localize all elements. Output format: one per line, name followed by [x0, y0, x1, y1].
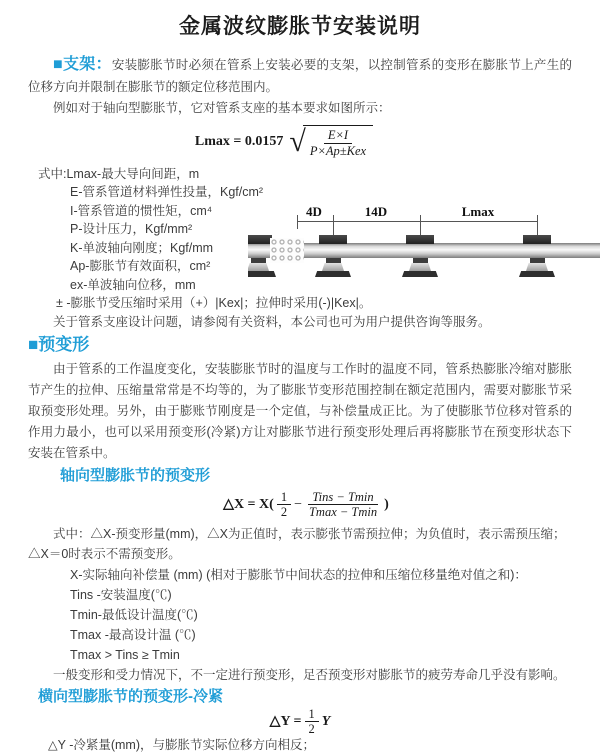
one-half-fraction [277, 490, 291, 520]
support-clamp [406, 235, 434, 244]
support-clamp [523, 235, 551, 244]
support-pedestal [409, 263, 431, 271]
axial-formula-post: ) [384, 496, 389, 512]
lmax-fraction [306, 128, 370, 158]
dimension-label-lmax: Lmax [461, 205, 495, 219]
definition-line: Tmax -最高设计温 (℃) [70, 627, 196, 642]
dimension-label-4d: 4D [306, 205, 322, 219]
definition-line: Ap-膨胀节有效面积，cm² [70, 259, 211, 273]
support-base [248, 271, 276, 277]
support-clamp [319, 235, 347, 244]
page-title: 金属波纹膨胀节安装说明 [179, 15, 421, 38]
one-half-fraction [305, 707, 319, 737]
minus-operator: − [294, 496, 302, 512]
square-root-body [303, 125, 373, 158]
pipe-support [515, 235, 559, 289]
support-base [402, 271, 438, 277]
document-page [0, 12, 600, 752]
bellows-expansion-joint [270, 238, 304, 263]
support-neck [530, 258, 545, 263]
half-numerator: 1 [277, 490, 291, 505]
support-base [519, 271, 555, 277]
definition-line: Tmin-最低设计温度(℃) [70, 607, 198, 622]
square-root [289, 125, 373, 158]
support-clamp [248, 235, 272, 244]
lateral-predeform-formula [28, 706, 572, 736]
lateral-subsection-heading: 横向型膨胀节的预变形-冷紧 [38, 687, 223, 705]
half-denominator: 2 [308, 722, 315, 736]
predeform-body-paragraph: 由于管系的工作温度变化，安装膨胀节时的温度与工作时的温度不同，管系热膨胀冷缩对膨胀节产生的拉伸、压缩量常常是不均等的，为了膨胀节变形范围控制在额定范围内，需要对膨胀节采取预变形处理。另外，由于膨账节刚度是一个定值，与补偿量成正比。为了使膨胀节位移对管系的作用力最小，也可以采用预变形(冷紧)方让对膨胀节进行预变形处理后再将膨胀节在预变形状态下安装在管系中。 [28, 361, 572, 460]
support-intro-paragraph [28, 54, 572, 98]
support-note: 关于管系支座设计问题，请参阅有关资料，本公司也可为用户提供咨询等服务。 [53, 314, 491, 329]
definition-line: Tins -安装温度(℃) [70, 587, 172, 602]
axial-formula-pre: △X = X( [223, 497, 274, 512]
definition-line: Tmax > Tins ≥ Tmin [70, 647, 180, 662]
lateral-formula-pre: △Y = [269, 714, 302, 729]
predeform-section-label: 预变形 [38, 334, 90, 354]
definition-line: E-管系管道材料弹性投量，Kgf/cm² [70, 185, 264, 199]
lmax-formula [12, 123, 556, 161]
support-pedestal [526, 263, 548, 271]
temperature-fraction-numerator: Tins − Tmin [308, 490, 377, 505]
definition-line: P-设计压力，Kgf/mm² [70, 222, 193, 236]
dimension-tick [297, 215, 298, 229]
axial-formula-explanation: 式中：△X-预变形量(mm)，△X为正值时，表示膨张节需预拉伸；为负值时，表示需预压缩；△X＝0时表示不需预变形。 [28, 526, 566, 561]
half-numerator: 1 [305, 707, 319, 722]
pipe-support [398, 235, 442, 289]
radical-icon: √ [289, 124, 306, 158]
support-neck [251, 258, 266, 263]
support-pedestal [322, 263, 344, 271]
support-spacing-diagram [248, 205, 600, 289]
definition-line: ex-单波轴向位移，mm [70, 277, 196, 292]
section-square-icon: ■ [28, 334, 39, 354]
temperature-fraction [305, 490, 381, 520]
support-base [315, 271, 351, 277]
lmax-fraction-numerator: E×I [324, 128, 352, 143]
axial-predeform-formula [34, 488, 578, 522]
lateral-formula-post: Y [321, 713, 331, 729]
temperature-fraction-denominator: Tmax − Tmin [308, 505, 378, 519]
lmax-fraction-denominator: P×Ap±Kex [309, 143, 367, 158]
half-denominator: 2 [280, 505, 288, 519]
section-square-icon: ■ [53, 56, 63, 73]
support-section-heading [53, 56, 112, 73]
predeform-section-heading [28, 334, 572, 356]
pipe-support [311, 235, 355, 289]
lmax-formula-lhs: Lmax = 0.0157 [194, 133, 284, 149]
definition-line: 式中:Lmax-最大导向间距，m [38, 166, 200, 181]
definition-line: X-实际轴向补偿量 (mm) (相对于膨胀节中间状态的拉伸和压缩位移量绝对值之和)： [70, 567, 527, 582]
support-example-line: 例如对于轴向型膨胀节，它对管系支座的基本要求如图所示： [53, 101, 391, 115]
support-intro-text: 安装膨胀节时必须在管系上安装必要的支架，以控制管系的变形在膨胀节上产生的位移方向并限制在膨胀节的额定位移范围内。 [28, 58, 572, 94]
definition-line: K-单波轴向刚度；Kgf/mm [70, 240, 214, 255]
support-neck [326, 258, 341, 263]
axial-subsection-heading: 轴向型膨胀节的预变形 [60, 466, 211, 484]
axial-definitions-list [28, 565, 572, 665]
support-section-label: 支架： [62, 56, 112, 73]
definition-line: I-管系管道的惯性矩，cm⁴ [70, 203, 213, 218]
lateral-note: △Y -冷紧量(mm)，与膨胀节实际位移方向相反； [48, 737, 316, 752]
axial-note: 一般变形和受力情况下，不一定进行预变形，足否预变形对膨胀节的疲劳寿命几乎没有影响。 [53, 667, 566, 682]
support-neck [413, 258, 428, 263]
dimension-label-14d: 14D [364, 205, 388, 219]
support-pedestal [248, 263, 269, 271]
definition-line: ± -膨胀节受压缩时采用（+）|Kex|；拉伸时采用(-)|Kex|。 [56, 296, 372, 310]
